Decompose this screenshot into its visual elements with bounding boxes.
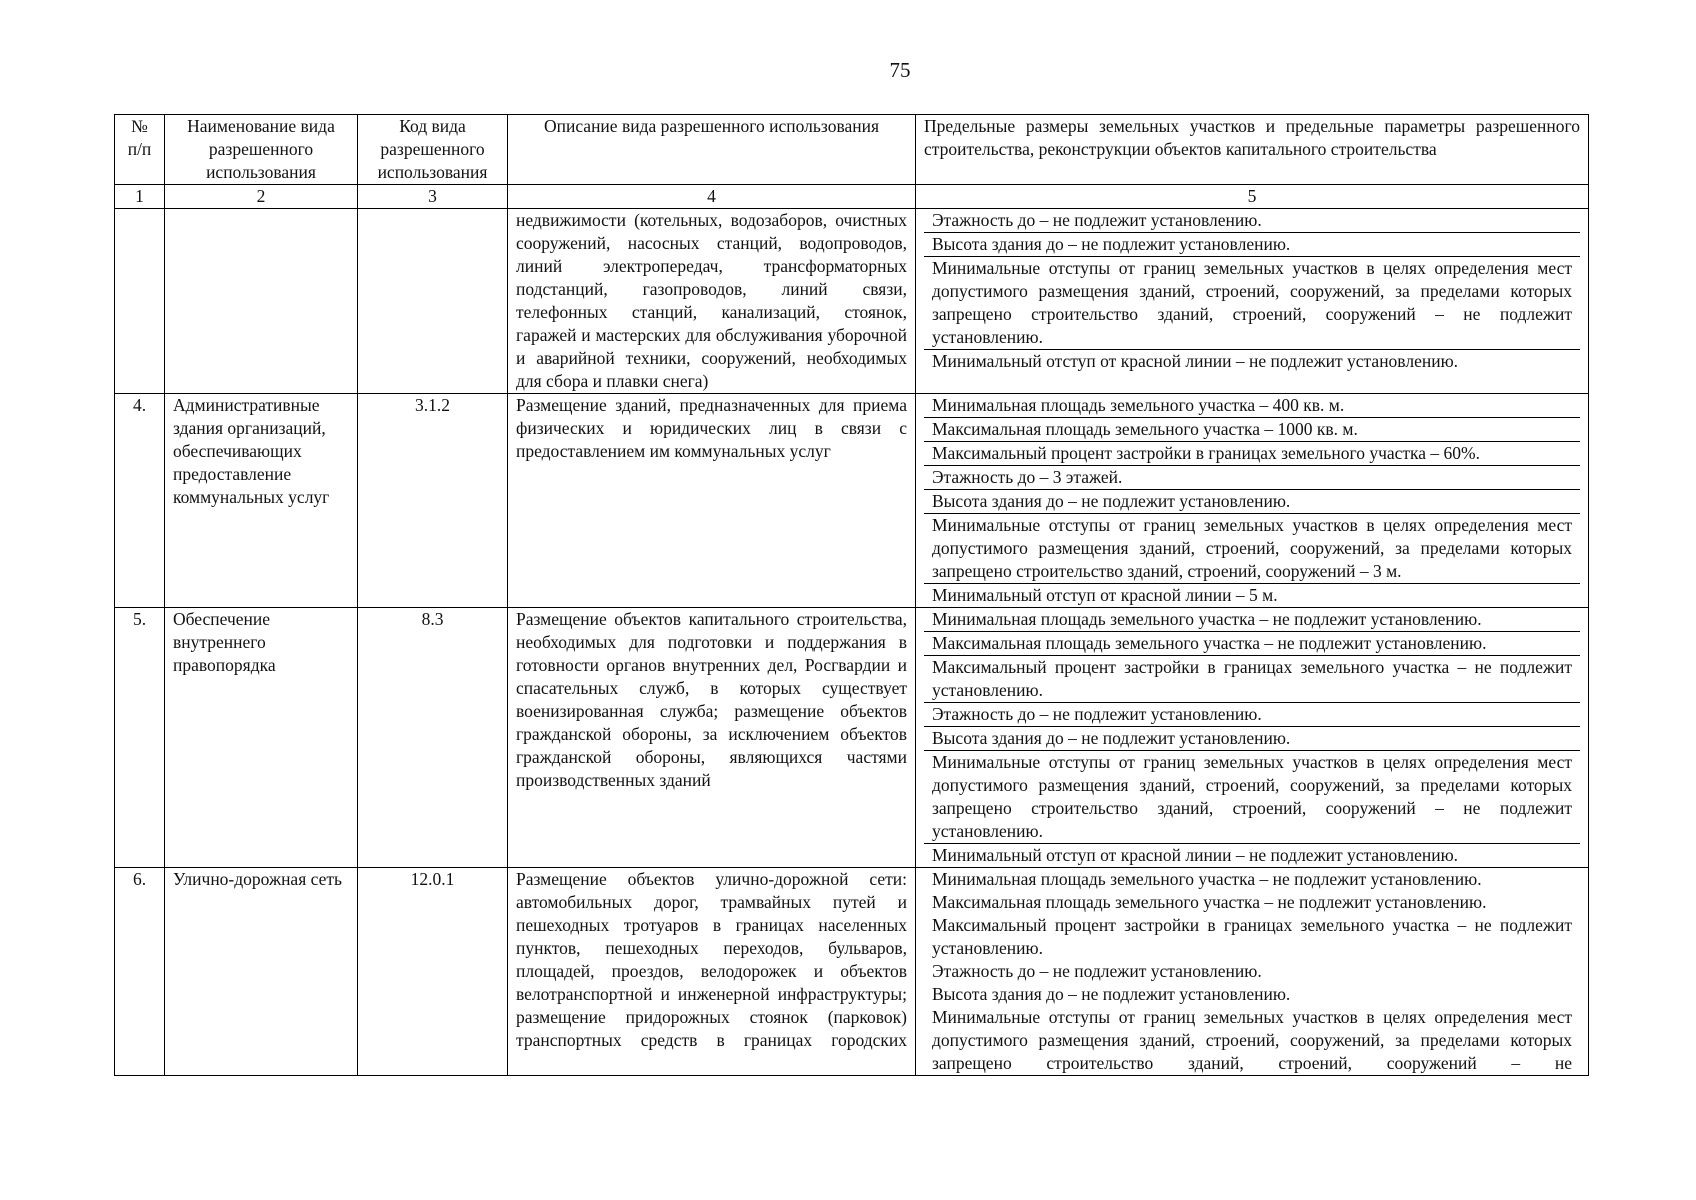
parameter-item: Минимальные отступы от границ земельных участков в целях определения мест допустимого размещения зданий, строений, сооружений, за пределами которых запрещено строительство зданий, строений, сооружений – не bbox=[932, 1007, 1572, 1073]
parameter-item: Максимальная площадь земельного участка – не подлежит установлению. bbox=[932, 892, 1487, 912]
page-number: 75 bbox=[889, 58, 911, 82]
parameter-item: Этажность до – 3 этажей. bbox=[924, 466, 1580, 490]
parameter-item: Этажность до – не подлежит установлению. bbox=[924, 209, 1580, 233]
column-number: 1 bbox=[115, 185, 165, 209]
parameter-item: Этажность до – не подлежит установлению. bbox=[932, 961, 1262, 981]
table-header-row bbox=[115, 115, 1589, 185]
parameters-cell bbox=[916, 209, 1589, 394]
parameter-item: Максимальный процент застройки в границах земельного участка – не подлежит установлению. bbox=[932, 915, 1572, 958]
parameters-cell bbox=[916, 394, 1589, 608]
use-code: 8.3 bbox=[358, 608, 508, 868]
column-number-row bbox=[115, 185, 1589, 209]
parameter-item: Минимальная площадь земельного участка – не подлежит установлению. bbox=[932, 869, 1482, 889]
parameter-item: Высота здания до – не подлежит установлению. bbox=[924, 490, 1580, 514]
column-number: 2 bbox=[165, 185, 358, 209]
parameter-item: Минимальные отступы от границ земельных участков в целях определения мест допустимого размещения зданий, строений, сооружений, за пределами которых запрещено строительство зданий, строений, сооружений – не подлежит установлению. bbox=[924, 257, 1580, 350]
use-description: Размещение объектов улично-дорожной сети: автомобильных дорог, трамвайных путей и пешеходных тротуаров в границах населенных пунктов, пешеходных переходов, бульваров, площадей, проездов, велодорожек и объектов велотранспортной и инженерной инфраструктуры; размещение придорожных стоянок (парковок) транспортных средств в границах городских bbox=[508, 868, 916, 1076]
use-description: Размещение зданий, предназначенных для приема физических и юридических лиц в связи с предоставлением им коммунальных услуг bbox=[508, 394, 916, 608]
parameter-item: Максимальный процент застройки в границах земельного участка – не подлежит установлению. bbox=[924, 656, 1580, 703]
use-name: Улично-дорожная сеть bbox=[165, 868, 358, 1076]
parameter-item: Максимальный процент застройки в границах земельного участка – 60%. bbox=[924, 442, 1580, 466]
parameter-item: Минимальные отступы от границ земельных участков в целях определения мест допустимого размещения зданий, строений, сооружений, за пределами которых запрещено строительство зданий, строений, сооружений – не подлежит установлению. bbox=[924, 751, 1580, 844]
use-name: Обеспечение внутреннего правопорядка bbox=[165, 608, 358, 868]
column-number: 3 bbox=[358, 185, 508, 209]
use-name: Административные здания организаций, обеспечивающих предоставление коммунальных услуг bbox=[165, 394, 358, 608]
permitted-use-table bbox=[114, 114, 1589, 1076]
use-code bbox=[358, 209, 508, 394]
use-description: Размещение объектов капитального строительства, необходимых для подготовки и поддержания в готовности органов внутренних дел, Росгвардии и спасательных служб, в которых существует военизированная служба; размещение объектов гражданской обороны, за исключением объектов гражданской обороны, являющихся частями производственных зданий bbox=[508, 608, 916, 868]
table-row bbox=[115, 394, 1589, 608]
parameter-item: Минимальный отступ от красной линии – не подлежит установлению. bbox=[932, 845, 1459, 865]
column-number: 4 bbox=[508, 185, 916, 209]
parameter-item: Максимальная площадь земельного участка – 1000 кв. м. bbox=[924, 418, 1580, 442]
parameter-item: Минимальные отступы от границ земельных участков в целях определения мест допустимого размещения зданий, строений, сооружений, за пределами которых запрещено строительство зданий, строений, сооружений – 3 м. bbox=[924, 514, 1580, 584]
row-number: 5. bbox=[115, 608, 165, 868]
row-number: 4. bbox=[115, 394, 165, 608]
column-number: 5 bbox=[916, 185, 1589, 209]
header-use-code: Код вида разрешенного использования bbox=[358, 115, 508, 185]
table-row bbox=[115, 868, 1589, 1076]
parameters-cell bbox=[916, 868, 1589, 1076]
parameter-item: Максимальная площадь земельного участка – не подлежит установлению. bbox=[924, 632, 1580, 656]
parameter-item: Высота здания до – не подлежит установлению. bbox=[924, 233, 1580, 257]
parameter-item: Этажность до – не подлежит установлению. bbox=[924, 703, 1580, 727]
row-number: 6. bbox=[115, 868, 165, 1076]
header-use-name: Наименование вида разрешенного использования bbox=[165, 115, 358, 185]
use-name bbox=[165, 209, 358, 394]
use-code: 3.1.2 bbox=[358, 394, 508, 608]
table-row bbox=[115, 608, 1589, 868]
use-code: 12.0.1 bbox=[358, 868, 508, 1076]
parameter-item: Минимальная площадь земельного участка – не подлежит установлению. bbox=[924, 608, 1580, 632]
table-row bbox=[115, 209, 1589, 394]
parameter-item: Минимальный отступ от красной линии – не подлежит установлению. bbox=[932, 351, 1459, 371]
parameter-item: Минимальный отступ от красной линии – 5 м. bbox=[932, 585, 1278, 605]
use-description: недвижимости (котельных, водозаборов, очистных сооружений, насосных станций, водопроводов, линий электропередач, трансформаторных подстанций, газопроводов, линий связи, телефонных станций, канализаций, стоянок, гаражей и мастерских для обслуживания уборочной и аварийной техники, сооружений, необходимых для сбора и плавки снега) bbox=[508, 209, 916, 394]
header-use-description: Описание вида разрешенного использования bbox=[508, 115, 916, 185]
row-number bbox=[115, 209, 165, 394]
header-number: № п/п bbox=[115, 115, 165, 185]
parameters-cell bbox=[916, 608, 1589, 868]
parameter-item: Минимальная площадь земельного участка – 400 кв. м. bbox=[924, 394, 1580, 418]
parameter-item: Высота здания до – не подлежит установлению. bbox=[932, 984, 1291, 1004]
parameter-item: Высота здания до – не подлежит установлению. bbox=[924, 727, 1580, 751]
header-parameters: Предельные размеры земельных участков и предельные параметры разрешенного строительства, реконструкции объектов капитального строительства bbox=[916, 115, 1589, 185]
